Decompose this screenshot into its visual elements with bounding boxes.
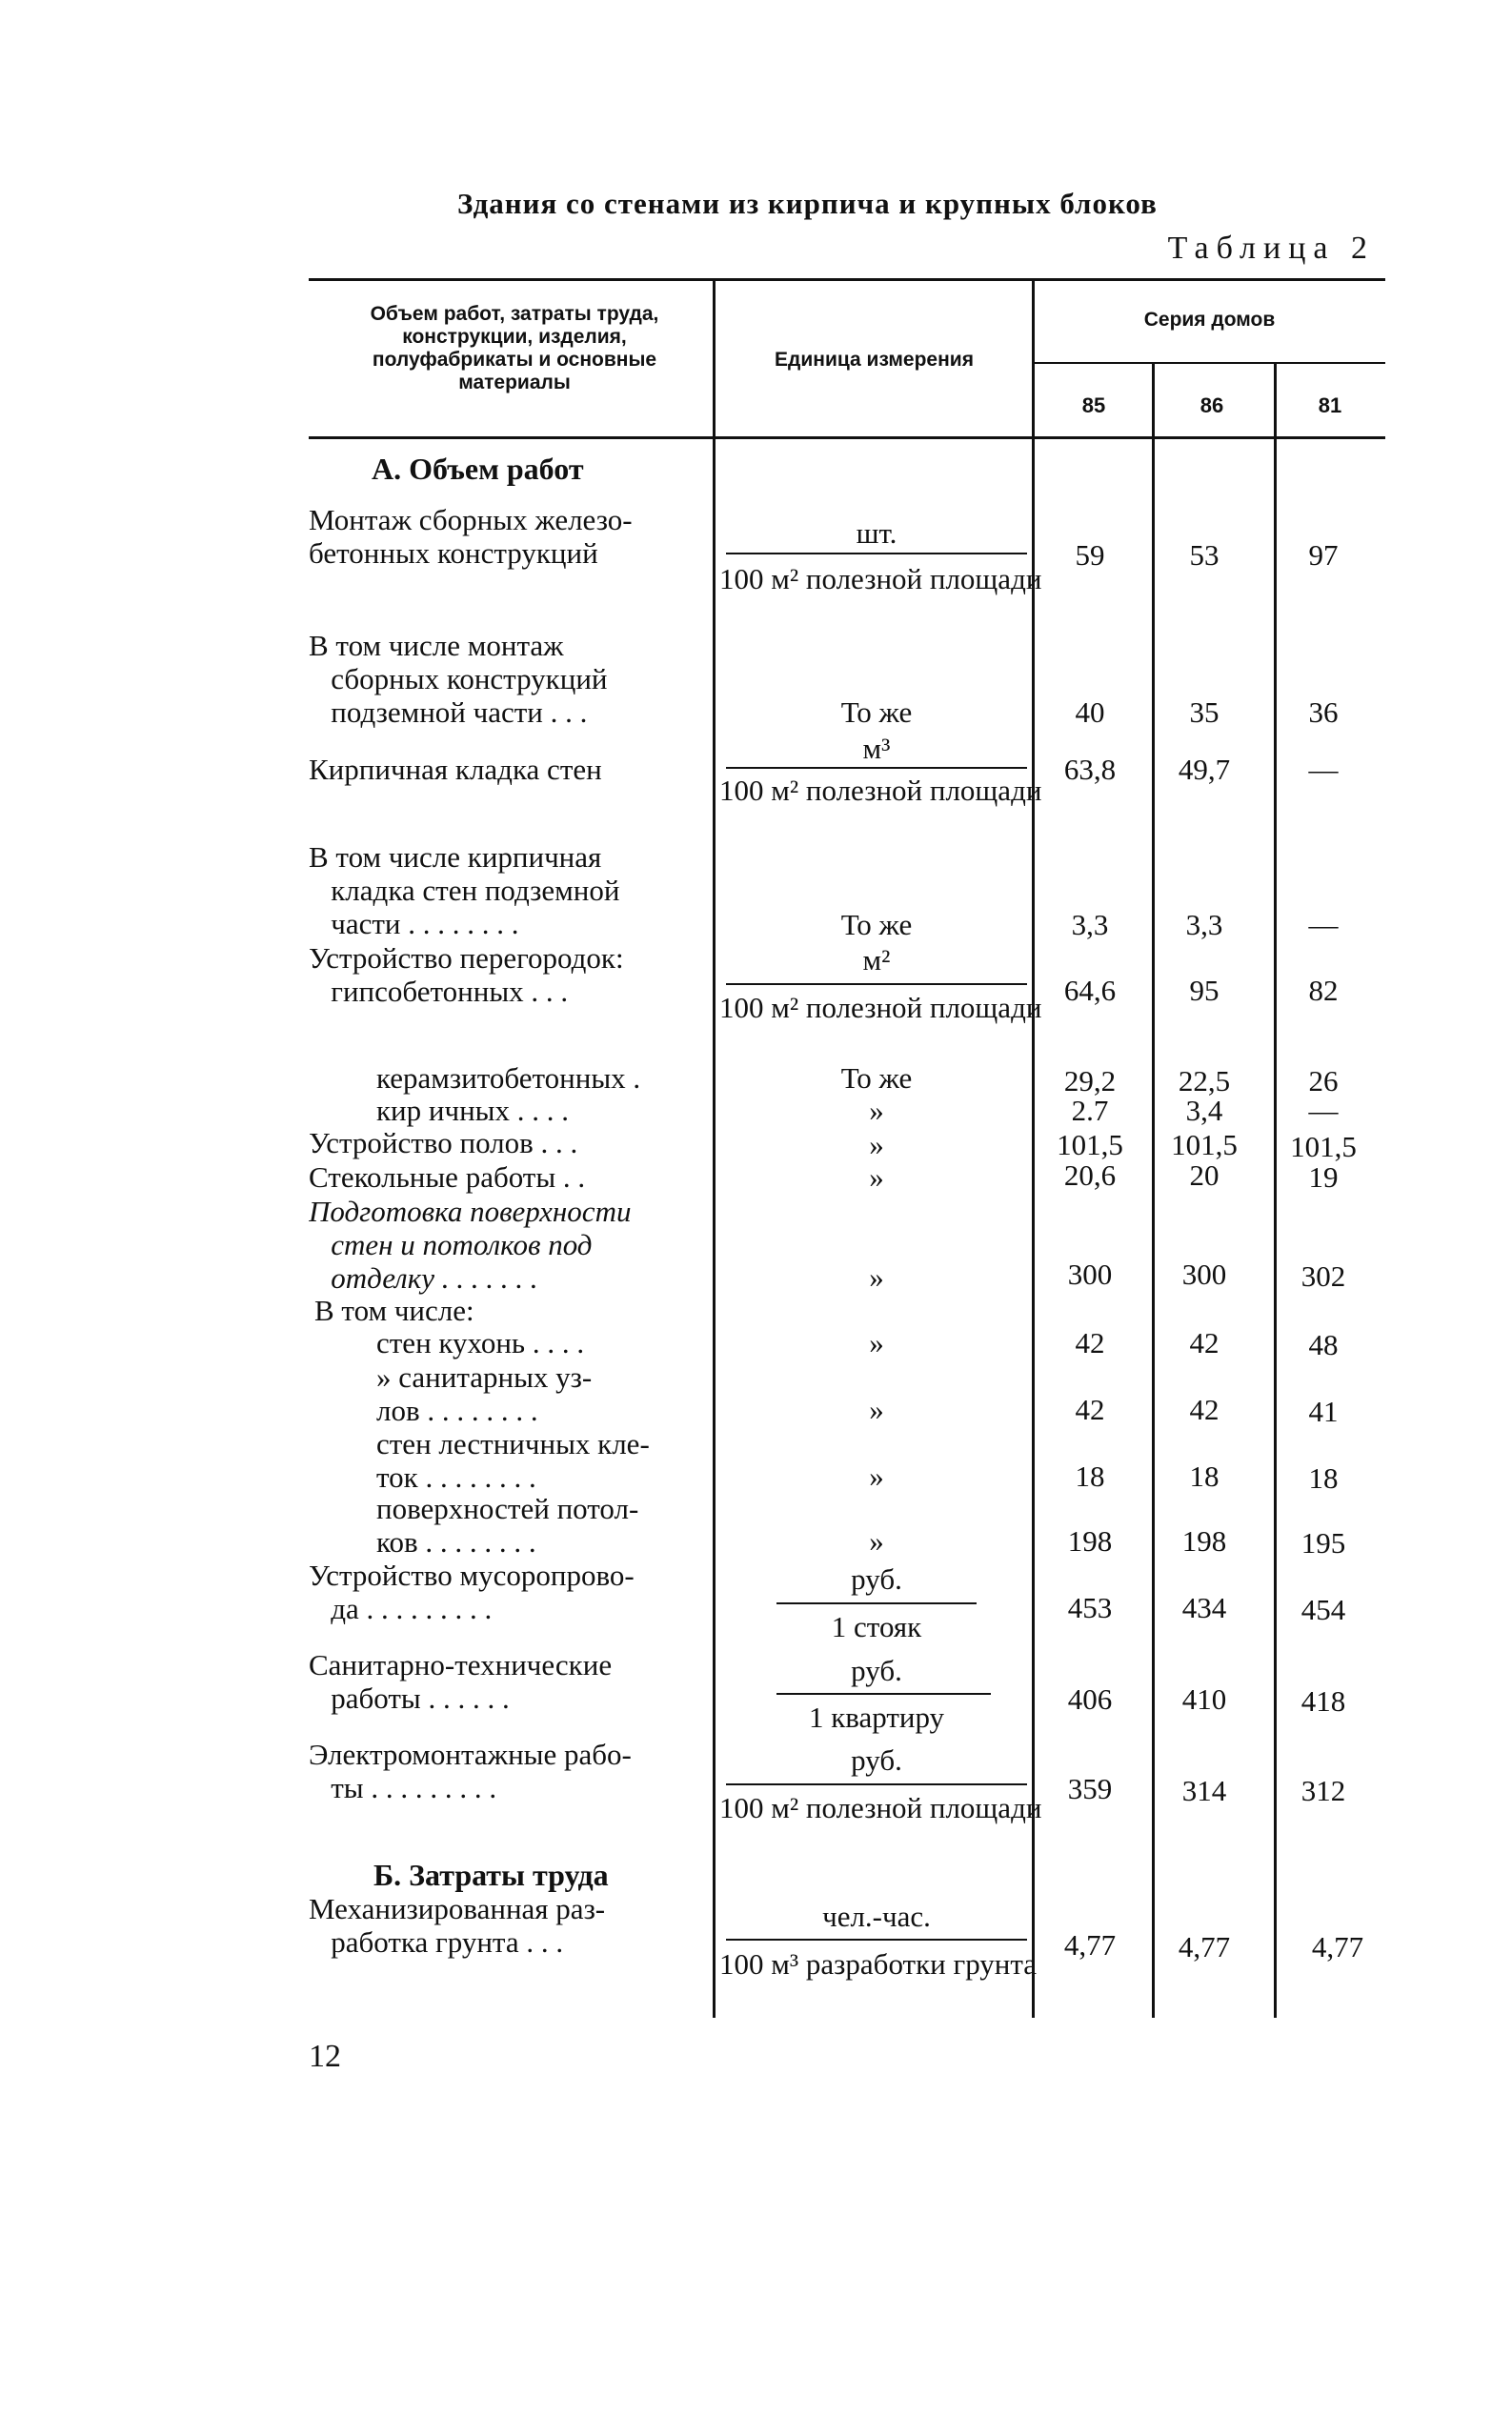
value-series-86: 22,5 xyxy=(1178,1064,1231,1097)
row-label: Кирпичная кладка стен xyxy=(309,753,602,786)
unit-cell: » xyxy=(869,1393,884,1426)
value-series-81: 302 xyxy=(1300,1259,1346,1293)
value-series-86: 20 xyxy=(1189,1158,1220,1192)
header-bottom-rule xyxy=(309,436,1385,439)
value-series-86: 434 xyxy=(1181,1591,1227,1624)
value-series-85: 101,5 xyxy=(1057,1128,1123,1161)
row-label: стен лестничных кле- ток . . . . . . . . xyxy=(376,1427,650,1494)
header-unit: Единица измерения xyxy=(775,349,974,371)
row-label: стен кухонь . . . . xyxy=(376,1326,585,1359)
value-series-81: 18 xyxy=(1308,1461,1339,1495)
unit-fraction-line xyxy=(776,1602,977,1604)
unit-cell: То же xyxy=(840,695,913,729)
header-work-volume: Объем работ, затраты труда, конструкции, изделия, полуфабрикаты и основные материалы xyxy=(370,303,659,393)
series-85: 85 xyxy=(1081,393,1106,417)
value-series-81: 454 xyxy=(1300,1593,1346,1626)
section-b-heading: Б. Затраты труда xyxy=(373,1858,609,1892)
unit-denominator: 100 м² полезной площади xyxy=(719,1791,1042,1824)
unit-numerator: м² xyxy=(862,943,891,976)
value-series-85: 3,3 xyxy=(1071,908,1109,941)
value-series-81: 418 xyxy=(1300,1684,1346,1718)
unit-cell: » xyxy=(869,1326,884,1359)
row-label: поверхностей потол- ков . . . . . . . . xyxy=(376,1492,639,1559)
value-series-86: 18 xyxy=(1189,1460,1220,1493)
value-series-86: 49,7 xyxy=(1178,753,1231,786)
value-series-86: 3,4 xyxy=(1185,1094,1223,1127)
value-series-85: 59 xyxy=(1075,538,1105,572)
unit-numerator: шт. xyxy=(856,516,897,550)
value-series-85: 198 xyxy=(1067,1524,1113,1558)
value-series-81: 41 xyxy=(1308,1395,1339,1428)
page-title: Здания со стенами из кирпича и крупных блоков xyxy=(457,187,1158,220)
header-series: Серия домов xyxy=(1143,309,1276,331)
row-label: Электромонтажные рабо- ты . . . . . . . . . xyxy=(309,1738,632,1804)
unit-numerator: руб. xyxy=(851,1562,902,1596)
value-series-85: 29,2 xyxy=(1063,1064,1117,1097)
row-label: Механизированная раз- работка грунта . . . xyxy=(309,1892,606,1959)
value-series-85: 63,8 xyxy=(1063,753,1117,786)
unit-fraction-line xyxy=(726,767,1027,769)
unit-cell: То же xyxy=(840,908,913,941)
unit-cell: » xyxy=(869,1460,884,1493)
unit-cell: То же xyxy=(840,1061,913,1095)
value-series-81: — xyxy=(1308,753,1339,786)
unit-denominator: 100 м² полезной площади xyxy=(719,562,1042,595)
section-a-heading: А. Объем работ xyxy=(372,452,584,486)
unit-fraction-line xyxy=(776,1693,991,1695)
unit-fraction-line xyxy=(726,1783,1027,1785)
value-series-85: 406 xyxy=(1067,1682,1113,1716)
row-label: Устройство полов . . . xyxy=(309,1126,578,1159)
table-caption: Таблица 2 xyxy=(1167,231,1375,266)
unit-fraction-line xyxy=(726,1939,1027,1941)
series-divider-rule xyxy=(1034,362,1385,364)
value-series-86: 314 xyxy=(1181,1774,1227,1807)
value-series-85: 453 xyxy=(1067,1591,1113,1624)
unit-numerator: руб. xyxy=(851,1654,902,1687)
value-series-85: 359 xyxy=(1067,1772,1113,1805)
value-series-85: 40 xyxy=(1075,695,1105,729)
row-label: В том числе кирпичная кладка стен подземной части . . . . . . . . xyxy=(309,840,620,940)
unit-cell: » xyxy=(869,1094,884,1127)
page-number: 12 xyxy=(309,2039,341,2074)
unit-denominator: 100 м² полезной площади xyxy=(719,774,1042,807)
value-series-81: 101,5 xyxy=(1290,1130,1357,1163)
unit-fraction-line xyxy=(726,983,1027,985)
row-label: Устройство мусоропрово- да . . . . . . . . . xyxy=(309,1559,635,1625)
value-series-81: 36 xyxy=(1308,695,1339,729)
value-series-81: — xyxy=(1308,1094,1339,1127)
value-series-81: 26 xyxy=(1308,1064,1339,1097)
value-series-85: 300 xyxy=(1067,1258,1113,1291)
unit-cell: » xyxy=(869,1160,884,1194)
value-series-81: 48 xyxy=(1308,1328,1339,1361)
value-series-86: 42 xyxy=(1189,1393,1220,1426)
value-series-85: 18 xyxy=(1075,1460,1105,1493)
unit-denominator: 1 квартиру xyxy=(808,1701,945,1734)
series-81: 81 xyxy=(1318,393,1342,417)
table-top-rule xyxy=(309,278,1385,281)
unit-denominator: 100 м² полезной площади xyxy=(719,991,1042,1024)
value-series-86: 300 xyxy=(1181,1258,1227,1291)
value-series-85: 64,6 xyxy=(1063,974,1117,1007)
value-series-81: — xyxy=(1308,908,1339,941)
value-series-85: 4,77 xyxy=(1063,1928,1117,1962)
value-series-86: 410 xyxy=(1181,1682,1227,1716)
value-series-81: 195 xyxy=(1300,1526,1346,1560)
unit-fraction-line xyxy=(726,553,1027,554)
row-label: кир ичных . . . . xyxy=(376,1094,569,1127)
value-series-81: 312 xyxy=(1300,1774,1346,1807)
value-series-85: 42 xyxy=(1075,1326,1105,1359)
row-label: Санитарно-технические работы . . . . . . xyxy=(309,1648,613,1715)
unit-numerator: м³ xyxy=(862,732,891,765)
row-label: Подготовка поверхности стен и потолков под отделку . . . . . . . xyxy=(309,1195,632,1295)
unit-cell: » xyxy=(869,1260,884,1294)
row-label: Монтаж сборных железо- бетонных конструкций xyxy=(309,503,633,570)
value-series-81: 97 xyxy=(1308,538,1339,572)
unit-cell: » xyxy=(869,1524,884,1558)
unit-cell: » xyxy=(869,1128,884,1161)
value-series-81: 82 xyxy=(1308,974,1339,1007)
value-series-81: 19 xyxy=(1308,1160,1339,1194)
value-series-85: 42 xyxy=(1075,1393,1105,1426)
value-series-86: 3,3 xyxy=(1185,908,1223,941)
unit-denominator: 100 м³ разработки грунта xyxy=(719,1947,1038,1981)
value-series-86: 95 xyxy=(1189,974,1220,1007)
value-series-86: 198 xyxy=(1181,1524,1227,1558)
column-divider-1 xyxy=(713,280,716,2018)
row-label: керамзитобетонных . xyxy=(376,1061,641,1095)
row-label: Стекольные работы . . xyxy=(309,1160,586,1194)
value-series-85: 2.7 xyxy=(1071,1094,1109,1127)
value-series-86: 4,77 xyxy=(1178,1930,1231,1963)
row-label: Устройство перегородок: гипсобетонных . . . xyxy=(309,941,624,1008)
unit-numerator: чел.-час. xyxy=(822,1900,931,1933)
value-series-81: 4,77 xyxy=(1311,1930,1364,1963)
series-86: 86 xyxy=(1200,393,1224,417)
row-label: В том числе монтаж сборных конструкций подземной части . . . xyxy=(309,629,608,729)
value-series-85: 20,6 xyxy=(1063,1158,1117,1192)
value-series-86: 101,5 xyxy=(1171,1128,1238,1161)
value-series-86: 35 xyxy=(1189,695,1220,729)
row-label: » санитарных уз- лов . . . . . . . . xyxy=(376,1360,593,1427)
value-series-86: 42 xyxy=(1189,1326,1220,1359)
unit-denominator: 1 стояк xyxy=(831,1610,922,1643)
value-series-86: 53 xyxy=(1189,538,1220,572)
unit-numerator: руб. xyxy=(851,1743,902,1777)
row-label: В том числе: xyxy=(314,1294,474,1327)
